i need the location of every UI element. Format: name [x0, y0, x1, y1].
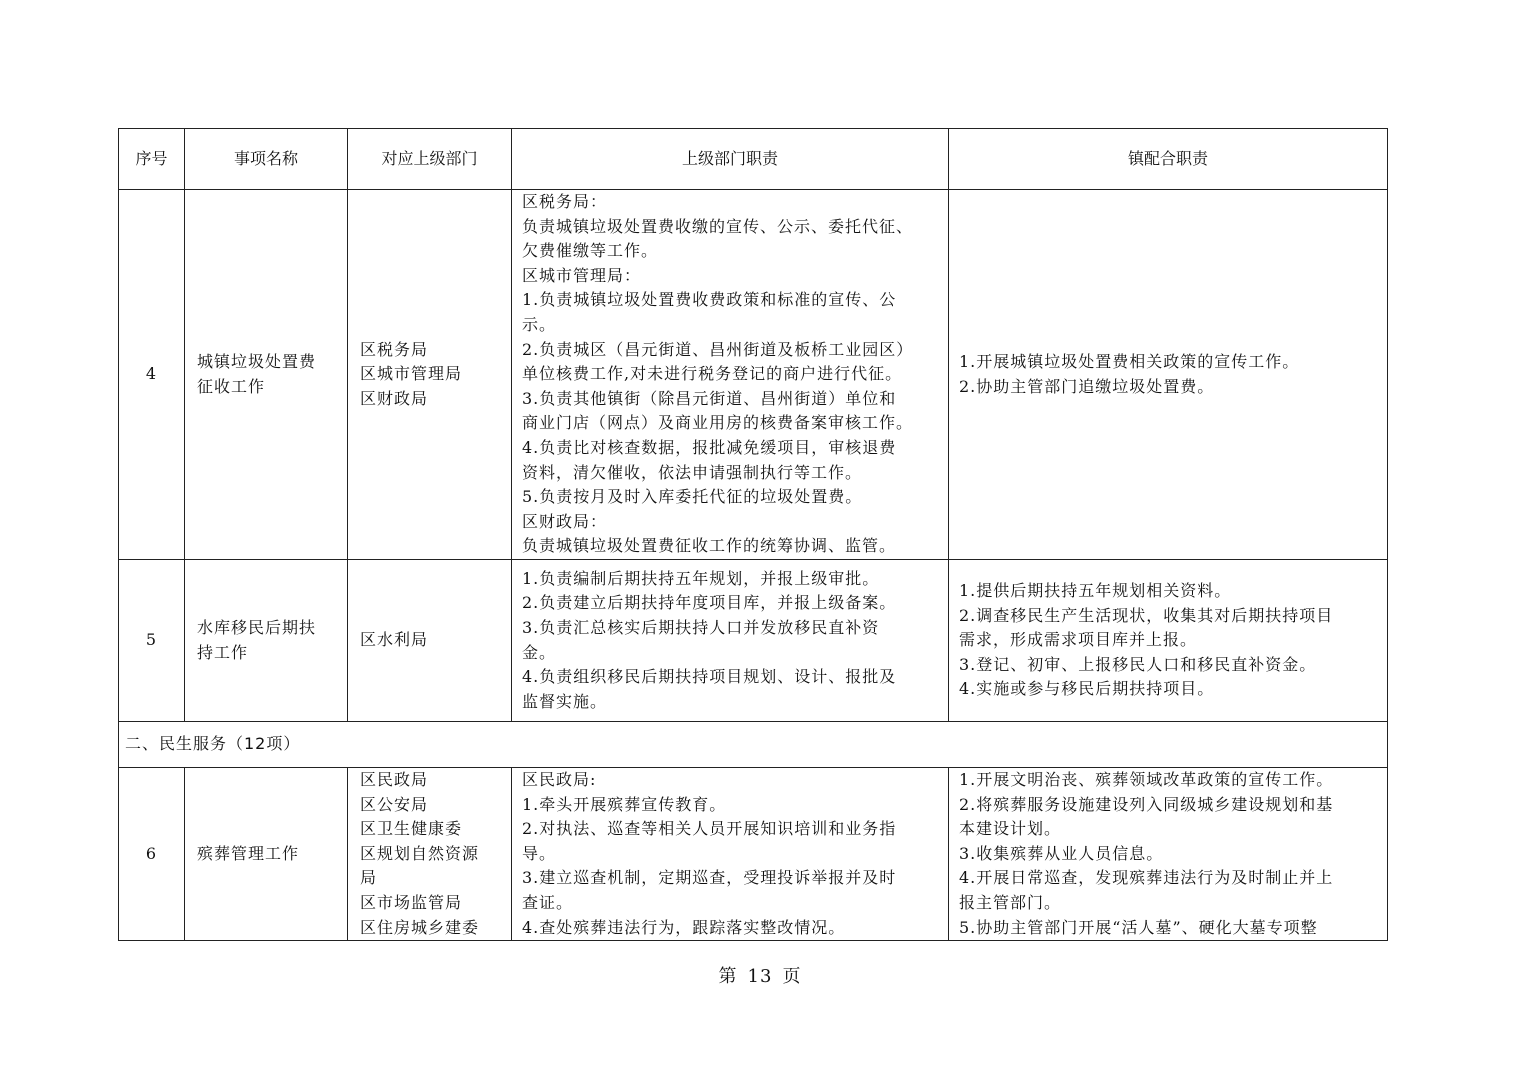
duty-line: 负责城镇垃圾处置费收缴的宣传、公示、委托代征、 — [522, 216, 914, 236]
town-line: 报主管部门。 — [959, 892, 1062, 912]
duty-line: 导。 — [522, 843, 557, 863]
row-town-duty — [949, 190, 1388, 560]
row-seq: 6 — [119, 768, 185, 941]
duty-line: 1.负责城镇垃圾处置费收费政策和标准的宣传、公 — [522, 290, 897, 310]
duty-line: 1.牵头开展殡葬宣传教育。 — [522, 794, 727, 814]
town-line: 3.收集殡葬从业人员信息。 — [959, 843, 1164, 863]
dept-line: 区城市管理局 — [360, 364, 463, 384]
row-superior-duty — [512, 560, 949, 722]
page-number: 13 — [747, 966, 773, 987]
town-line: 4.开展日常巡查，发现殡葬违法行为及时制止并上 — [959, 868, 1334, 888]
duty-line: 示。 — [522, 315, 557, 335]
dept-line: 区税务局 — [360, 339, 429, 359]
duty-line: 监督实施。 — [522, 691, 608, 711]
table-row — [119, 560, 1388, 722]
row-depts — [348, 768, 512, 941]
section-row — [119, 722, 1388, 768]
duty-table — [118, 128, 1388, 941]
header-seq: 序号 — [119, 129, 185, 190]
section-title: 二、民生服务（12项） — [119, 722, 1388, 768]
name-line: 持工作 — [197, 642, 249, 662]
duty-line: 负责城镇垃圾处置费征收工作的统筹协调、监管。 — [522, 536, 897, 556]
town-line: 需求，形成需求项目库并上报。 — [959, 630, 1198, 650]
dept-line: 区民政局 — [360, 770, 429, 789]
duty-line: 区城市管理局： — [522, 265, 642, 285]
duty-line: 3.负责其他镇街（除昌元街道、昌州街道）单位和 — [522, 388, 897, 408]
dept-line: 区市场监管局 — [360, 892, 463, 912]
row-superior-duty — [512, 190, 949, 560]
table-row — [119, 768, 1388, 941]
duty-line: 查证。 — [522, 892, 574, 912]
duty-line: 3.建立巡查机制，定期巡查，受理投诉举报并及时 — [522, 868, 897, 888]
header-superior-dept: 对应上级部门 — [348, 129, 512, 190]
town-line: 3.登记、初审、上报移民人口和移民直补资金。 — [959, 654, 1317, 674]
duty-line: 4.查处殡葬违法行为，跟踪落实整改情况。 — [522, 917, 846, 937]
name-line: 水库移民后期扶 — [197, 617, 317, 637]
duty-line: 欠费催缴等工作。 — [522, 241, 659, 261]
row-town-duty — [949, 560, 1388, 722]
duty-line: 2.对执法、巡查等相关人员开展知识培训和业务指 — [522, 819, 897, 839]
town-line: 4.实施或参与移民后期扶持项目。 — [959, 679, 1215, 699]
duty-line: 资料，清欠催收，依法申请强制执行等工作。 — [522, 462, 863, 482]
duty-line: 区财政局： — [522, 511, 608, 531]
town-line: 1.提供后期扶持五年规划相关资料。 — [959, 581, 1232, 601]
dept-line: 局 — [360, 868, 378, 888]
dept-line: 区水利局 — [360, 630, 429, 650]
duty-line: 5.负责按月及时入库委托代征的垃圾处置费。 — [522, 487, 863, 507]
table-header-row — [119, 129, 1388, 190]
row-item-name — [185, 768, 348, 941]
duty-line: 区税务局： — [522, 192, 608, 212]
header-town-duty: 镇配合职责 — [949, 129, 1388, 190]
page-prefix: 第 — [718, 966, 738, 987]
name-line: 殡葬管理工作 — [197, 843, 300, 863]
row-depts — [348, 190, 512, 560]
dept-line: 区规划自然资源 — [360, 843, 480, 863]
row-depts — [348, 560, 512, 722]
duty-line: 单位核费工作,对未进行税务登记的商户进行代征。 — [522, 364, 903, 384]
duty-line: 3.负责汇总核实后期扶持人口并发放移民直补资 — [522, 617, 880, 637]
page-footer — [0, 962, 1520, 988]
row-seq: 4 — [119, 190, 185, 560]
row-item-name — [185, 190, 348, 560]
duty-line: 商业门店（网点）及商业用房的核费备案审核工作。 — [522, 413, 914, 433]
name-line: 征收工作 — [197, 376, 266, 396]
duty-line: 1.负责编制后期扶持五年规划，并报上级审批。 — [522, 568, 880, 588]
duty-line: 区民政局: — [522, 770, 597, 789]
row-town-duty — [949, 768, 1388, 941]
town-line: 2.调查移民生产生活现状，收集其对后期扶持项目 — [959, 605, 1334, 625]
table-row — [119, 190, 1388, 560]
row-item-name — [185, 560, 348, 722]
header-item-name: 事项名称 — [185, 129, 348, 190]
dept-line: 区财政局 — [360, 388, 429, 408]
row-superior-duty — [512, 768, 949, 941]
town-line: 2.将殡葬服务设施建设列入同级城乡建设规划和基 — [959, 794, 1334, 814]
duty-line: 2.负责城区（昌元街道、昌州街道及板桥工业园区） — [522, 339, 914, 359]
duty-line: 4.负责组织移民后期扶持项目规划、设计、报批及 — [522, 667, 897, 687]
town-line: 本建设计划。 — [959, 819, 1062, 839]
dept-line: 区公安局 — [360, 794, 429, 814]
duty-line: 2.负责建立后期扶持年度项目库，并报上级备案。 — [522, 593, 897, 613]
duty-line: 金。 — [522, 642, 557, 662]
town-line: 5.协助主管部门开展“活人墓”、硬化大墓专项整 — [959, 917, 1318, 937]
town-line: 1.开展文明治丧、殡葬领域改革政策的宣传工作。 — [959, 770, 1334, 789]
town-line: 1.开展城镇垃圾处置费相关政策的宣传工作。 — [959, 351, 1300, 371]
page-suffix: 页 — [782, 966, 802, 987]
name-line: 城镇垃圾处置费 — [197, 351, 317, 371]
dept-line: 区卫生健康委 — [360, 819, 463, 839]
row-seq: 5 — [119, 560, 185, 722]
duty-line: 4.负责比对核查数据，报批减免缓项目，审核退费 — [522, 437, 897, 457]
town-line: 2.协助主管部门追缴垃圾处置费。 — [959, 376, 1215, 396]
header-superior-duty: 上级部门职责 — [512, 129, 949, 190]
dept-line: 区住房城乡建委 — [360, 917, 480, 937]
